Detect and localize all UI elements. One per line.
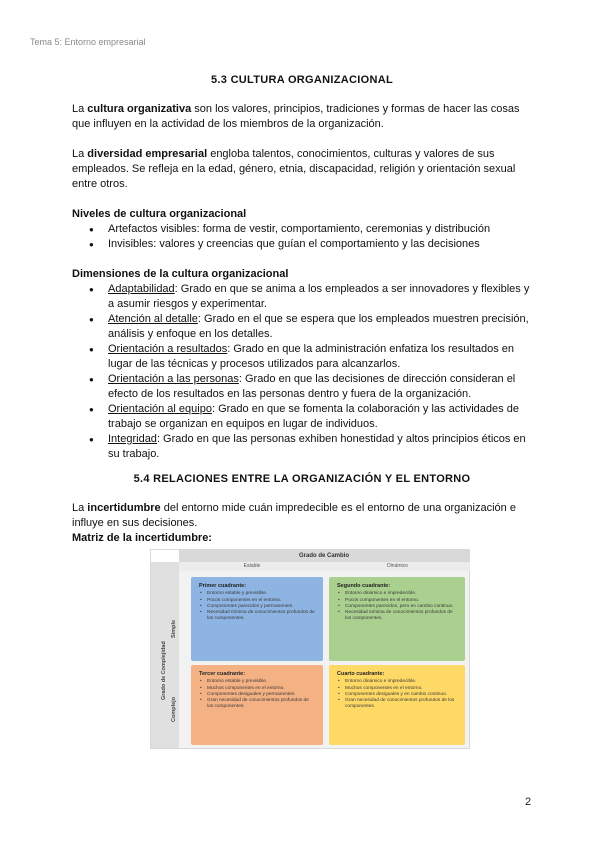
paragraph-incertidumbre: La incertidumbre del entorno mide cuán impredecible es el entorno de una organización e influye en sus decisiones.	[72, 502, 516, 529]
list-item: • Entorno estable y previsible.	[199, 591, 315, 597]
list-item: • Entorno dinámico e impredecible.	[337, 679, 457, 685]
list-item: • Entorno dinámico e impredecible.	[337, 591, 457, 597]
paragraph-diversidad: La diversidad empresarial engloba talentos, conocimientos, culturas y valores de sus empleados. Se refleja en la edad, género, etnia, discapacidad, religión y orientación sexual entre otros.	[72, 148, 516, 190]
matrix-label: Matriz de la incertidumbre:	[72, 532, 212, 544]
quadrant-primer	[191, 577, 323, 661]
quadrant-list	[337, 591, 457, 622]
paragraph-cultura-organizativa: La cultura organizativa son los valores, principios, tradiciones y formas de hacer las cosas que influyen en la actividad de los miembros de la organización.	[72, 103, 520, 130]
list-item: • Componentes parecidos, pero en cambio continuo.	[337, 604, 457, 610]
dimensiones-list	[89, 282, 532, 462]
list-item: • Entorno estable y previsible.	[199, 679, 315, 685]
matrix-col-dinamico: Dinámico	[325, 562, 470, 571]
matrix-col-estable: Estable	[179, 562, 325, 571]
matrix-top-label: Grado de Cambio	[179, 550, 469, 562]
list-item: ● Atención al detalle: Grado en el que se espera que los empleados muestren precisión, análisis y enfoque en los detalles.	[89, 312, 532, 342]
quadrant-list	[199, 591, 315, 622]
page-content	[72, 73, 532, 546]
dimensiones-heading: Dimensiones de la cultura organizacional	[72, 268, 289, 280]
list-item: • Pocos componentes en el entorno.	[337, 598, 457, 604]
list-item: • Componentes parecidos y permanentes.	[199, 604, 315, 610]
list-item: • Gran necesidad de conocimientos profundos de los componentes.	[337, 698, 457, 711]
list-item: • Necesidad mínima de conocimientos profundos de los componentes.	[199, 610, 315, 623]
quadrant-tercer	[191, 665, 323, 745]
list-item: • Pocos componentes en el entorno.	[199, 598, 315, 604]
quadrant-title: Cuarto cuadrante:	[337, 671, 385, 677]
quadrant-cuarto	[329, 665, 465, 745]
niveles-heading: Niveles de cultura organizacional	[72, 208, 247, 220]
niveles-list	[89, 222, 532, 252]
list-item: ● Adaptabilidad: Grado en que se anima a los empleados a ser innovadores y flexibles y a asumir riesgos y experimentar.	[89, 282, 532, 312]
page-number: 2	[525, 796, 532, 808]
section-title-relaciones: 5.4 RELACIONES ENTRE LA ORGANIZACIÓN Y EL ENTORNO	[133, 473, 471, 485]
matrix-row-complejo: Complejo	[171, 696, 177, 722]
list-item: ● Orientación a las personas: Grado en que las decisiones de dirección consideran el efecto de los resultados en las personas dentro y fuera de la organización.	[89, 372, 532, 402]
list-item: • Componentes desiguales y permanentes.	[199, 692, 315, 698]
matrix-row-simple: Simple	[171, 619, 177, 638]
uncertainty-matrix-figure	[150, 549, 470, 749]
section-title-cultura: 5.3 CULTURA ORGANIZACIONAL	[211, 74, 393, 86]
term-incertidumbre: incertidumbre	[87, 502, 161, 514]
list-item: ● Orientación al equipo: Grado en que se fomenta la colaboración y las actividades de trabajo se organizan en equipos en lugar de individuos.	[89, 402, 532, 432]
quadrant-title: Primer cuadrante:	[199, 583, 247, 589]
matrix-side-label: Grado de Complejidad	[161, 641, 167, 700]
quadrant-list	[199, 679, 315, 710]
term-cultura-organizativa: cultura organizativa	[87, 103, 192, 115]
list-item: ● Integridad: Grado en que las personas exhiben honestidad y altos principios éticos en su trabajo.	[89, 432, 532, 462]
list-item: • Muchos componentes en el entorno.	[337, 686, 457, 692]
quadrant-title: Tercer cuadrante:	[199, 671, 246, 677]
list-item: • Componentes desiguales y en cambio continuo.	[337, 692, 457, 698]
list-item: ● Artefactos visibles: forma de vestir, comportamiento, ceremonias y distribución	[89, 222, 532, 237]
quadrant-list	[337, 679, 457, 710]
list-item: • Gran necesidad de conocimientos profundos de los componentes.	[199, 698, 315, 711]
quadrant-segundo	[329, 577, 465, 661]
list-item: • Muchos componentes en el entorno.	[199, 686, 315, 692]
running-header: Tema 5: Entorno empresarial	[30, 37, 146, 47]
quadrant-title: Segundo cuadrante:	[337, 583, 391, 589]
list-item: • Necesidad mínima de conocimientos profundos de los componentes.	[337, 610, 457, 623]
list-item: ● Orientación a resultados: Grado en que la administración enfatiza los resultados en lugar de las técnicas y procesos utilizados para alcanzarlos.	[89, 342, 532, 372]
list-item: ● Invisibles: valores y creencias que guían el comportamiento y las decisiones	[89, 237, 532, 252]
term-diversidad-empresarial: diversidad empresarial	[87, 148, 208, 160]
